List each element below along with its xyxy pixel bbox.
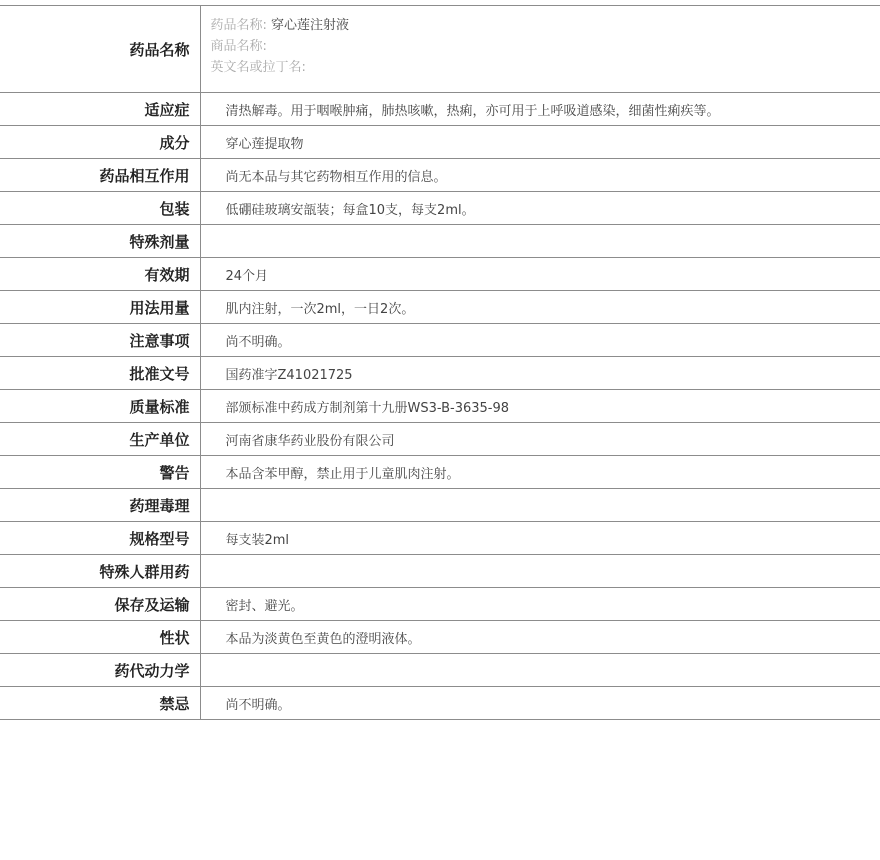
row-value: 尚不明确。 [200, 687, 880, 720]
row-value: 本品为淡黄色至黄色的澄明液体。 [200, 621, 880, 654]
row-label: 质量标准 [0, 390, 200, 423]
table-row-specification [0, 522, 880, 555]
row-value [200, 654, 880, 687]
table-row-description [0, 621, 880, 654]
row-label: 用法用量 [0, 291, 200, 324]
row-label: 特殊人群用药 [0, 555, 200, 588]
table-row-warning [0, 456, 880, 489]
row-value [200, 225, 880, 258]
row-value: 尚无本品与其它药物相互作用的信息。 [200, 159, 880, 192]
row-label: 有效期 [0, 258, 200, 291]
drug-info-table [0, 5, 880, 720]
table-row-ingredients [0, 126, 880, 159]
row-value: 密封、避光。 [200, 588, 880, 621]
table-row-special-dosage [0, 225, 880, 258]
row-value [200, 489, 880, 522]
row-value: 尚不明确。 [200, 324, 880, 357]
row-value: 低硼硅玻璃安瓿装；每盒10支，每支2ml。 [200, 192, 880, 225]
row-value: 穿心莲提取物 [200, 126, 880, 159]
row-value: 24个月 [200, 258, 880, 291]
table-row-special-populations [0, 555, 880, 588]
row-value: 国药准字Z41021725 [200, 357, 880, 390]
row-label: 药理毒理 [0, 489, 200, 522]
row-label: 警告 [0, 456, 200, 489]
generic-name-value: 穿心莲注射液 [271, 18, 350, 33]
generic-name-line [211, 15, 880, 36]
table-row-storage [0, 588, 880, 621]
table-row-pharmacology [0, 489, 880, 522]
trade-name-line [211, 36, 880, 57]
table-row-dosage [0, 291, 880, 324]
row-label: 保存及运输 [0, 588, 200, 621]
table-row-quality-standard [0, 390, 880, 423]
row-label: 注意事项 [0, 324, 200, 357]
row-value: 清热解毒。用于咽喉肿痛，肺热咳嗽，热痢，亦可用于上呼吸道感染，细菌性痢疾等。 [200, 93, 880, 126]
row-label: 药代动力学 [0, 654, 200, 687]
row-label: 禁忌 [0, 687, 200, 720]
row-value: 肌内注射，一次2ml，一日2次。 [200, 291, 880, 324]
trade-name-key: 商品名称: [210, 39, 267, 54]
row-value: 本品含苯甲醇，禁止用于儿童肌肉注射。 [200, 456, 880, 489]
row-label: 适应症 [0, 93, 200, 126]
english-name-key: 英文名或拉丁名: [210, 60, 306, 75]
row-label: 特殊剂量 [0, 225, 200, 258]
row-value: 每支装2ml [200, 522, 880, 555]
table-row-approval-number [0, 357, 880, 390]
row-label: 药品名称 [0, 6, 200, 93]
row-value: 河南省康华药业股份有限公司 [200, 423, 880, 456]
row-label: 规格型号 [0, 522, 200, 555]
table-row-packaging [0, 192, 880, 225]
row-value [200, 555, 880, 588]
row-value: 部颁标准中药成方制剂第十九册WS3-B-3635-98 [200, 390, 880, 423]
row-label: 生产单位 [0, 423, 200, 456]
table-row-precautions [0, 324, 880, 357]
row-label: 成分 [0, 126, 200, 159]
row-label: 药品相互作用 [0, 159, 200, 192]
table-row-contraindications [0, 687, 880, 720]
table-row-drug-name [0, 6, 880, 93]
table-row-manufacturer [0, 423, 880, 456]
row-label: 包装 [0, 192, 200, 225]
generic-name-key: 药品名称: [210, 18, 267, 33]
drug-name-cell [200, 6, 880, 93]
table-row-shelf-life [0, 258, 880, 291]
english-name-line [211, 57, 880, 78]
table-row-pharmacokinetics [0, 654, 880, 687]
row-label: 批准文号 [0, 357, 200, 390]
table-row-interactions [0, 159, 880, 192]
row-label: 性状 [0, 621, 200, 654]
table-row-indications [0, 93, 880, 126]
